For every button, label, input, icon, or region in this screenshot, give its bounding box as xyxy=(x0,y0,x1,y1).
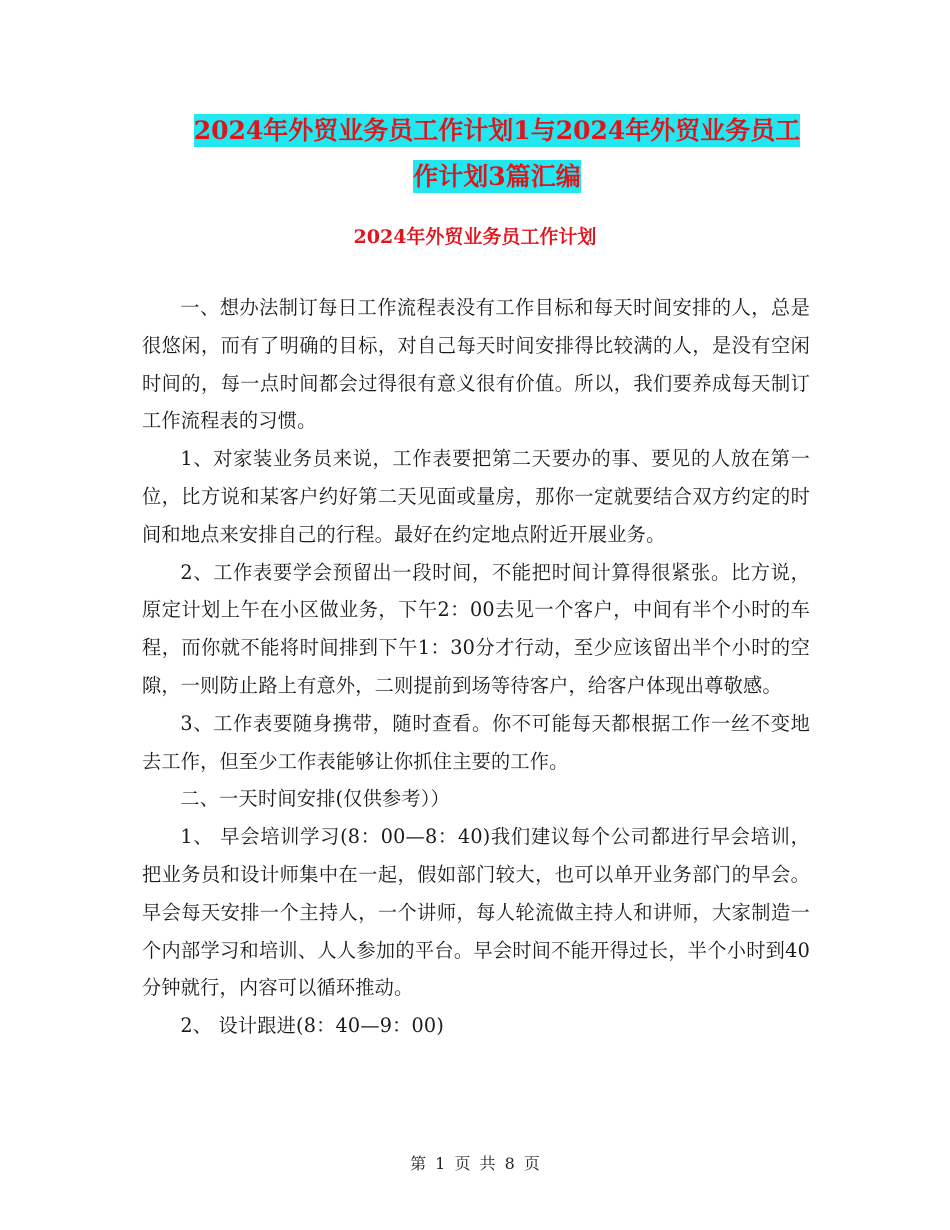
paragraph: 1、 早会培训学习(8：00—8：40)我们建议每个公司都进行早会培训，把业务员和设计师集中在一起，假如部门较大，也可以单开业务部门的早会。早会每天安排一个主持人，一个讲师，每人轮流做主持人和讲师，大家制造一个内部学习和培训、人人参加的平台。早会时间不能开得过长，半个小时到40分钟就行，内容可以循环推动。 xyxy=(142,825,810,1000)
document-body xyxy=(142,289,810,1045)
document-title-line-1: 2024年外贸业务员工作计划1与2024年外贸业务员工 xyxy=(193,116,801,145)
document-title-line-2: 作计划3篇汇编 xyxy=(413,162,581,191)
paragraph: 2、工作表要学会预留出一段时间，不能把时间计算得很紧张。比方说，原定计划上午在小区做业务，下午2：00去见一个客户，中间有半个小时的车程，而你就不能将时间排到下午1：30分才行动，至少应该留出半个小时的空隙，一则防止路上有意外，二则提前到场等待客户，给客户体现出尊敬感。 xyxy=(142,560,810,697)
paragraph: 一、想办法制订每日工作流程表没有工作目标和每天时间安排的人，总是很悠闲，而有了明确的目标，对自己每天时间安排得比较满的人，是没有空闲时间的，每一点时间都会过得很有意义很有价值。所以，我们要养成每天制订工作流程表的习惯。 xyxy=(142,296,810,433)
paragraph: 3、工作表要随身携带，随时查看。你不可能每天都根据工作一丝不变地去工作，但至少工作表能够让你抓住主要的工作。 xyxy=(142,711,810,773)
document-title xyxy=(186,108,808,200)
paragraph: 1、对家装业务员来说，工作表要把第二天要办的事、要见的人放在第一位，比方说和某客户约好第二天见面或量房，那你一定就要结合双方约定的时间和地点来安排自己的行程。最好在约定地点附近开展业务。 xyxy=(142,447,810,546)
section-heading: 2024年外贸业务员工作计划 xyxy=(353,226,597,248)
page-footer: 第 1 页 共 8 页 xyxy=(410,1154,540,1173)
paragraph: 2、 设计跟进(8：40—9：00) xyxy=(180,1014,445,1038)
paragraph: 二、一天时间安排(仅供参考）） xyxy=(180,787,450,811)
